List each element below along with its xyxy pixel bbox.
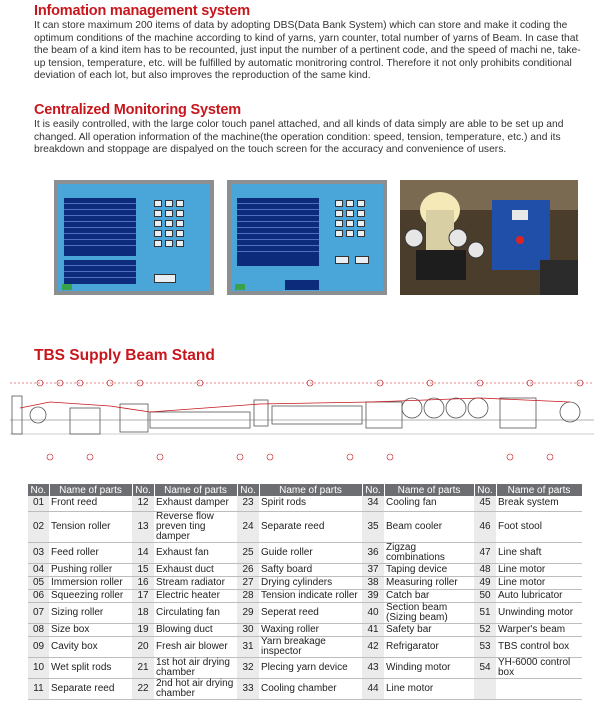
col-name-1: Name of parts — [49, 484, 132, 496]
part-name: 2nd hot air drying chamber — [154, 678, 237, 699]
part-number: 01 — [28, 496, 49, 511]
part-name: Separate reed — [259, 511, 362, 542]
part-name: Pushing roller — [49, 563, 132, 576]
part-number: 19 — [132, 623, 154, 636]
monitoring-section — [34, 102, 582, 157]
photo-strip — [54, 180, 584, 295]
table-row — [28, 589, 582, 602]
part-number: 15 — [132, 563, 154, 576]
panel-arrow-bar — [285, 280, 319, 290]
part-name: Line motor — [384, 678, 474, 699]
parts-header-row — [28, 484, 582, 496]
part-number: 52 — [474, 623, 496, 636]
panel-table-3 — [237, 198, 319, 266]
part-name: Separate reed — [49, 678, 132, 699]
part-name: Line motor — [496, 576, 582, 589]
part-name: Size box — [49, 623, 132, 636]
part-number: 54 — [474, 657, 496, 678]
table-row — [28, 542, 582, 563]
part-number: 26 — [237, 563, 259, 576]
part-number: 28 — [237, 589, 259, 602]
part-name: Yarn breakage inspector — [259, 636, 362, 657]
panel-table-1 — [64, 198, 136, 256]
col-no-1: No. — [28, 484, 49, 496]
beam-stand-section — [34, 347, 582, 365]
part-number: 36 — [362, 542, 384, 563]
part-name: Immersion roller — [49, 576, 132, 589]
col-name-4: Name of parts — [384, 484, 474, 496]
table-row — [28, 602, 582, 623]
part-number: 40 — [362, 602, 384, 623]
touch-panel-photo-1 — [54, 180, 214, 295]
part-number: 10 — [28, 657, 49, 678]
part-number: 11 — [28, 678, 49, 699]
col-name-3: Name of parts — [259, 484, 362, 496]
part-number: 22 — [132, 678, 154, 699]
part-name: Winding motor — [384, 657, 474, 678]
part-number: 35 — [362, 511, 384, 542]
part-number: 41 — [362, 623, 384, 636]
part-number: 02 — [28, 511, 49, 542]
part-name: YH-6000 control box — [496, 657, 582, 678]
part-number: 03 — [28, 542, 49, 563]
part-name: Fresh air blower — [154, 636, 237, 657]
part-number: 17 — [132, 589, 154, 602]
part-name: Warper's beam — [496, 623, 582, 636]
part-name: Cavity box — [49, 636, 132, 657]
part-number: 27 — [237, 576, 259, 589]
part-number: 20 — [132, 636, 154, 657]
part-name: Plecing yarn device — [259, 657, 362, 678]
col-no-3: No. — [237, 484, 259, 496]
panel-save-button — [355, 256, 369, 264]
part-name: Waxing roller — [259, 623, 362, 636]
part-name: Circulating fan — [154, 602, 237, 623]
part-name: Seperat reed — [259, 602, 362, 623]
part-number: 16 — [132, 576, 154, 589]
part-name: Zigzag combinations — [384, 542, 474, 563]
part-name: Squeezing roller — [49, 589, 132, 602]
part-name: Break system — [496, 496, 582, 511]
info-title: Infomation management system — [34, 3, 250, 19]
part-name: Spirit rods — [259, 496, 362, 511]
monitoring-body: It is easily controlled, with the large color touch panel attached, and all kinds of data simply are able to be set up and changed. All operation information of the machine(the operation condition: speed, tension, temperature, etc.) and its breakdown and stoppage are dispalyed on the touch screen for the accuracy and convenience of users. — [34, 119, 564, 156]
table-row — [28, 623, 582, 636]
part-name: Measuring roller — [384, 576, 474, 589]
part-name: Wet split rods — [49, 657, 132, 678]
part-name: Line shaft — [496, 542, 582, 563]
part-number: 04 — [28, 563, 49, 576]
part-name: Taping device — [384, 563, 474, 576]
part-name: Section beam (Sizing beam) — [384, 602, 474, 623]
beam-stand-diagram — [10, 372, 594, 472]
part-name: Auto lubricator — [496, 589, 582, 602]
part-name: Cooling fan — [384, 496, 474, 511]
lubricator-photo — [400, 180, 578, 295]
part-name: Drying cylinders — [259, 576, 362, 589]
parts-table — [28, 484, 583, 700]
part-number: 32 — [237, 657, 259, 678]
part-number: 50 — [474, 589, 496, 602]
col-no-4: No. — [362, 484, 384, 496]
part-number: 37 — [362, 563, 384, 576]
part-number: 49 — [474, 576, 496, 589]
part-name: Guide roller — [259, 542, 362, 563]
part-number: 51 — [474, 602, 496, 623]
part-number: 08 — [28, 623, 49, 636]
table-row — [28, 496, 582, 511]
part-number: 24 — [237, 511, 259, 542]
table-row — [28, 576, 582, 589]
part-number: 33 — [237, 678, 259, 699]
part-number: 44 — [362, 678, 384, 699]
col-no-5: No. — [474, 484, 496, 496]
part-name: Tension indicate roller — [259, 589, 362, 602]
part-number: 06 — [28, 589, 49, 602]
part-number: 46 — [474, 511, 496, 542]
part-number: 38 — [362, 576, 384, 589]
part-name: Front reed — [49, 496, 132, 511]
part-number: 42 — [362, 636, 384, 657]
table-row — [28, 678, 582, 699]
part-number: 29 — [237, 602, 259, 623]
part-name: Feed roller — [49, 542, 132, 563]
info-section — [34, 3, 582, 83]
part-number: 45 — [474, 496, 496, 511]
part-number: 18 — [132, 602, 154, 623]
col-no-2: No. — [132, 484, 154, 496]
panel-table-2 — [64, 260, 136, 284]
col-name-2: Name of parts — [154, 484, 237, 496]
beam-stand-title: TBS Supply Beam Stand — [34, 347, 215, 364]
part-number: 23 — [237, 496, 259, 511]
part-name: Tension roller — [49, 511, 132, 542]
part-number: 07 — [28, 602, 49, 623]
table-row — [28, 511, 582, 542]
part-number: 05 — [28, 576, 49, 589]
part-name: Cooling chamber — [259, 678, 362, 699]
part-name: 1st hot air drying chamber — [154, 657, 237, 678]
part-number: 47 — [474, 542, 496, 563]
table-row — [28, 563, 582, 576]
part-number: 21 — [132, 657, 154, 678]
part-name: Blowing duct — [154, 623, 237, 636]
part-name — [496, 678, 582, 699]
panel-menu-button — [335, 256, 349, 264]
part-name: Exhaust duct — [154, 563, 237, 576]
part-number: 48 — [474, 563, 496, 576]
part-name: Line motor — [496, 563, 582, 576]
part-number: 53 — [474, 636, 496, 657]
panel-keypad-1 — [154, 200, 184, 247]
panel-keypad-2 — [335, 200, 365, 237]
parts-table-body — [28, 496, 582, 699]
table-row — [28, 657, 582, 678]
touch-panel-photo-2 — [227, 180, 387, 295]
part-name: Reverse flow preven ting damper — [154, 511, 237, 542]
panel-green-button — [62, 284, 72, 290]
part-number: 30 — [237, 623, 259, 636]
panel-button — [154, 274, 176, 283]
table-row — [28, 636, 582, 657]
part-name: Safty board — [259, 563, 362, 576]
part-number: 13 — [132, 511, 154, 542]
monitoring-title: Centralized Monitoring System — [34, 102, 241, 118]
part-number: 34 — [362, 496, 384, 511]
part-number: 39 — [362, 589, 384, 602]
part-number: 43 — [362, 657, 384, 678]
part-number — [474, 678, 496, 699]
part-name: Stream radiator — [154, 576, 237, 589]
part-name: Refrigarator — [384, 636, 474, 657]
part-name: TBS control box — [496, 636, 582, 657]
lubricator-illustration — [400, 180, 578, 295]
part-name: Exhaust damper — [154, 496, 237, 511]
part-number: 31 — [237, 636, 259, 657]
part-name: Foot stool — [496, 511, 582, 542]
col-name-5: Name of parts — [496, 484, 582, 496]
part-name: Unwinding motor — [496, 602, 582, 623]
info-body: It can store maximum 200 items of data by adopting DBS(Data Bank System) which can store and make it coding the optimum conditions of the machine according to kind of yarns, yarn counter, total number of yarns of Beam. In case that the beam of a kind item has to be recounted, just input the number of a pertinent code, and the speed of machi ne, take-up tension, temperature, etc. will be fulfilled by automatic monitroring control. Therefore it not only prohibits conditional deviation of each lot, but also improves the reproduction of the same kind. — [34, 20, 581, 82]
part-name: Sizing roller — [49, 602, 132, 623]
part-name: Exhaust fan — [154, 542, 237, 563]
part-number: 09 — [28, 636, 49, 657]
part-number: 14 — [132, 542, 154, 563]
part-name: Catch bar — [384, 589, 474, 602]
part-name: Safety bar — [384, 623, 474, 636]
panel-green-button-2 — [235, 284, 245, 290]
part-name: Beam cooler — [384, 511, 474, 542]
part-name: Electric heater — [154, 589, 237, 602]
part-number: 12 — [132, 496, 154, 511]
part-number: 25 — [237, 542, 259, 563]
